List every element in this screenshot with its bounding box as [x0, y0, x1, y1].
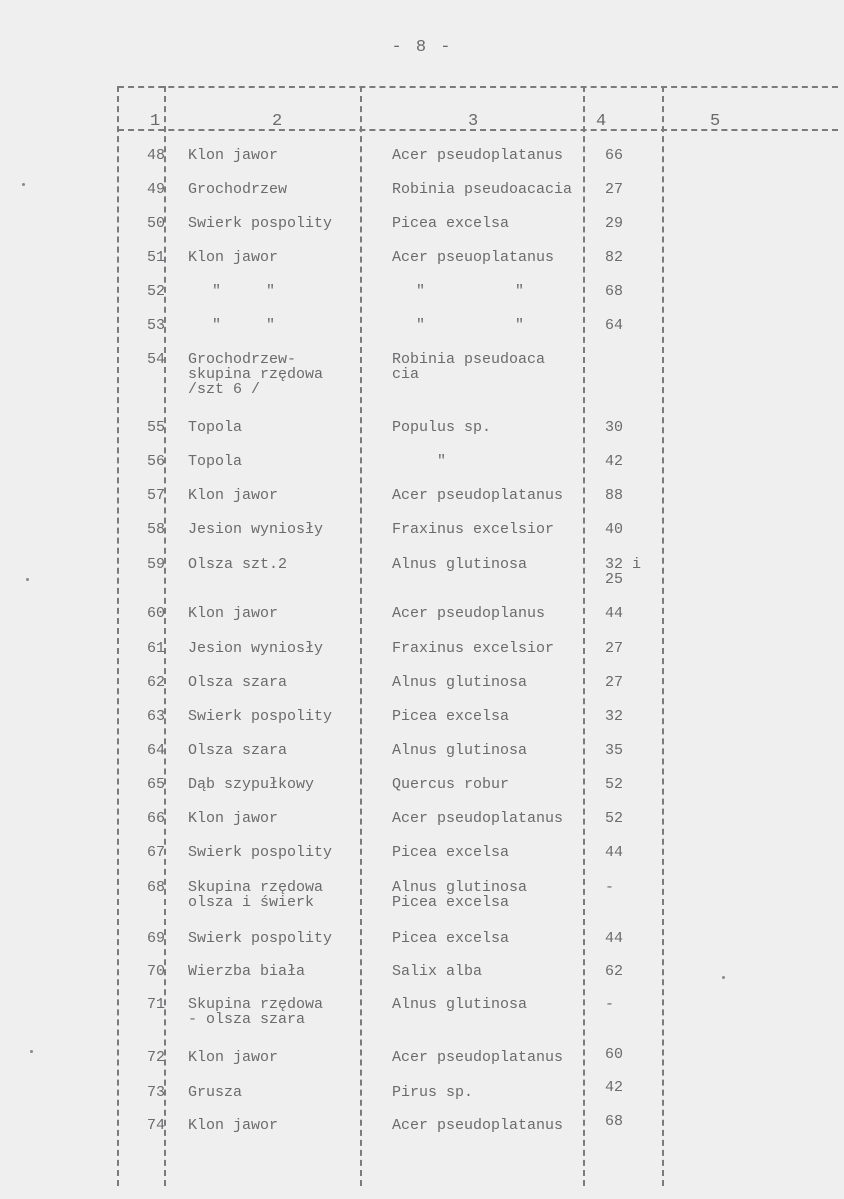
column-border-left — [117, 86, 119, 1186]
row-value: 27 — [605, 674, 624, 691]
species-latin: Acer pseudoplatanus — [392, 147, 564, 164]
species-latin: Robinia pseudoacacia — [392, 181, 573, 198]
species-latin: " — [392, 453, 447, 470]
row-value: 27 — [605, 640, 624, 657]
row-value: 88 — [605, 487, 624, 504]
species-polish: Topola — [188, 419, 243, 436]
species-polish: Skupina rzędowa - olsza szara — [188, 996, 324, 1028]
row-number: 50 — [147, 215, 166, 232]
species-latin: Alnus glutinosa Picea excelsa — [392, 879, 528, 911]
species-polish: Klon jawor — [188, 147, 279, 164]
row-number: 60 — [147, 605, 166, 622]
row-number: 71 — [147, 996, 166, 1013]
species-polish: Olsza szara — [188, 742, 288, 759]
species-latin: Robinia pseudoaca cia — [392, 351, 546, 383]
species-polish: Grochodrzew — [188, 181, 288, 198]
species-latin: Quercus robur — [392, 776, 510, 793]
row-value: 42 — [605, 1079, 624, 1096]
row-value: 30 — [605, 419, 624, 436]
row-value: - — [605, 996, 615, 1013]
species-polish: Olsza szara — [188, 674, 288, 691]
species-latin: Alnus glutinosa — [392, 674, 528, 691]
species-latin: Fraxinus excelsior — [392, 640, 555, 657]
species-latin: Acer pseudoplanus — [392, 605, 546, 622]
row-number: 74 — [147, 1117, 166, 1134]
row-number: 69 — [147, 930, 166, 947]
row-number: 55 — [147, 419, 166, 436]
row-value: 29 — [605, 215, 624, 232]
column-header-5: 5 — [710, 112, 721, 131]
row-value: 35 — [605, 742, 624, 759]
row-number: 64 — [147, 742, 166, 759]
row-value: 32 i 25 — [605, 556, 642, 588]
species-polish: " " — [212, 317, 276, 334]
species-latin: Pirus sp. — [392, 1084, 474, 1101]
row-number: 63 — [147, 708, 166, 725]
row-value: 52 — [605, 776, 624, 793]
species-polish: Klon jawor — [188, 1049, 279, 1066]
column-border-2 — [360, 86, 362, 1186]
species-polish: Swierk pospolity — [188, 844, 333, 861]
species-latin: Picea excelsa — [392, 215, 510, 232]
species-latin: Picea excelsa — [392, 930, 510, 947]
species-latin: " " — [416, 283, 525, 300]
species-latin: Alnus glutinosa — [392, 556, 528, 573]
species-latin: Populus sp. — [392, 419, 492, 436]
paper-speck — [30, 1050, 33, 1053]
species-polish: Wierzba biała — [188, 963, 306, 980]
row-value: 60 — [605, 1046, 624, 1063]
row-value: 66 — [605, 147, 624, 164]
species-polish: Dąb szypułkowy — [188, 776, 315, 793]
row-number: 59 — [147, 556, 166, 573]
row-value: 32 — [605, 708, 624, 725]
species-polish: Skupina rzędowa olsza i świerk — [188, 879, 324, 911]
row-number: 73 — [147, 1084, 166, 1101]
species-latin: Acer pseudoplatanus — [392, 1049, 564, 1066]
species-polish: Swierk pospolity — [188, 215, 333, 232]
row-number: 66 — [147, 810, 166, 827]
row-number: 49 — [147, 181, 166, 198]
species-latin: Alnus glutinosa — [392, 996, 528, 1013]
row-value: 44 — [605, 605, 624, 622]
species-polish: Klon jawor — [188, 605, 279, 622]
species-polish: Olsza szt.2 — [188, 556, 288, 573]
paper-speck — [22, 183, 25, 186]
column-header-3: 3 — [468, 112, 479, 131]
row-number: 67 — [147, 844, 166, 861]
species-latin: " " — [416, 317, 525, 334]
species-polish: Klon jawor — [188, 1117, 279, 1134]
row-value: 64 — [605, 317, 624, 334]
row-value: - — [605, 879, 615, 896]
row-value: 52 — [605, 810, 624, 827]
row-number: 58 — [147, 521, 166, 538]
row-value: 44 — [605, 844, 624, 861]
row-value: 40 — [605, 521, 624, 538]
row-number: 52 — [147, 283, 166, 300]
species-polish: " " — [212, 283, 276, 300]
column-header-2: 2 — [272, 112, 283, 131]
row-value: 68 — [605, 283, 624, 300]
paper-speck — [26, 578, 29, 581]
row-value: 44 — [605, 930, 624, 947]
column-header-1: 1 — [150, 112, 161, 131]
species-polish: Swierk pospolity — [188, 708, 333, 725]
species-polish: Topola — [188, 453, 243, 470]
species-latin: Alnus glutinosa — [392, 742, 528, 759]
species-polish: Swierk pospolity — [188, 930, 333, 947]
row-number: 56 — [147, 453, 166, 470]
paper-speck — [722, 976, 725, 979]
row-value: 42 — [605, 453, 624, 470]
row-value: 27 — [605, 181, 624, 198]
row-value: 82 — [605, 249, 624, 266]
species-latin: Salix alba — [392, 963, 483, 980]
species-polish: Grochodrzew- skupina rzędowa /szt 6 / — [188, 351, 324, 398]
row-number: 48 — [147, 147, 166, 164]
row-number: 61 — [147, 640, 166, 657]
species-polish: Jesion wyniosły — [188, 640, 324, 657]
species-latin: Fraxinus excelsior — [392, 521, 555, 538]
row-number: 65 — [147, 776, 166, 793]
row-number: 68 — [147, 879, 166, 896]
row-value: 68 — [605, 1113, 624, 1130]
species-latin: Acer pseudoplatanus — [392, 1117, 564, 1134]
species-latin: Picea excelsa — [392, 708, 510, 725]
column-border-4 — [662, 86, 664, 1186]
row-number: 62 — [147, 674, 166, 691]
species-polish: Jesion wyniosły — [188, 521, 324, 538]
row-value: 62 — [605, 963, 624, 980]
column-header-4: 4 — [596, 112, 607, 131]
row-number: 72 — [147, 1049, 166, 1066]
page-number: - 8 - — [391, 38, 453, 57]
species-latin: Acer pseudoplatanus — [392, 810, 564, 827]
table-top-border — [118, 86, 838, 88]
row-number: 70 — [147, 963, 166, 980]
species-latin: Acer pseuoplatanus — [392, 249, 555, 266]
species-polish: Klon jawor — [188, 487, 279, 504]
row-number: 54 — [147, 351, 166, 368]
species-latin: Acer pseudoplatanus — [392, 487, 564, 504]
species-polish: Klon jawor — [188, 810, 279, 827]
species-polish: Grusza — [188, 1084, 243, 1101]
row-number: 57 — [147, 487, 166, 504]
species-latin: Picea excelsa — [392, 844, 510, 861]
row-number: 53 — [147, 317, 166, 334]
row-number: 51 — [147, 249, 166, 266]
species-polish: Klon jawor — [188, 249, 279, 266]
